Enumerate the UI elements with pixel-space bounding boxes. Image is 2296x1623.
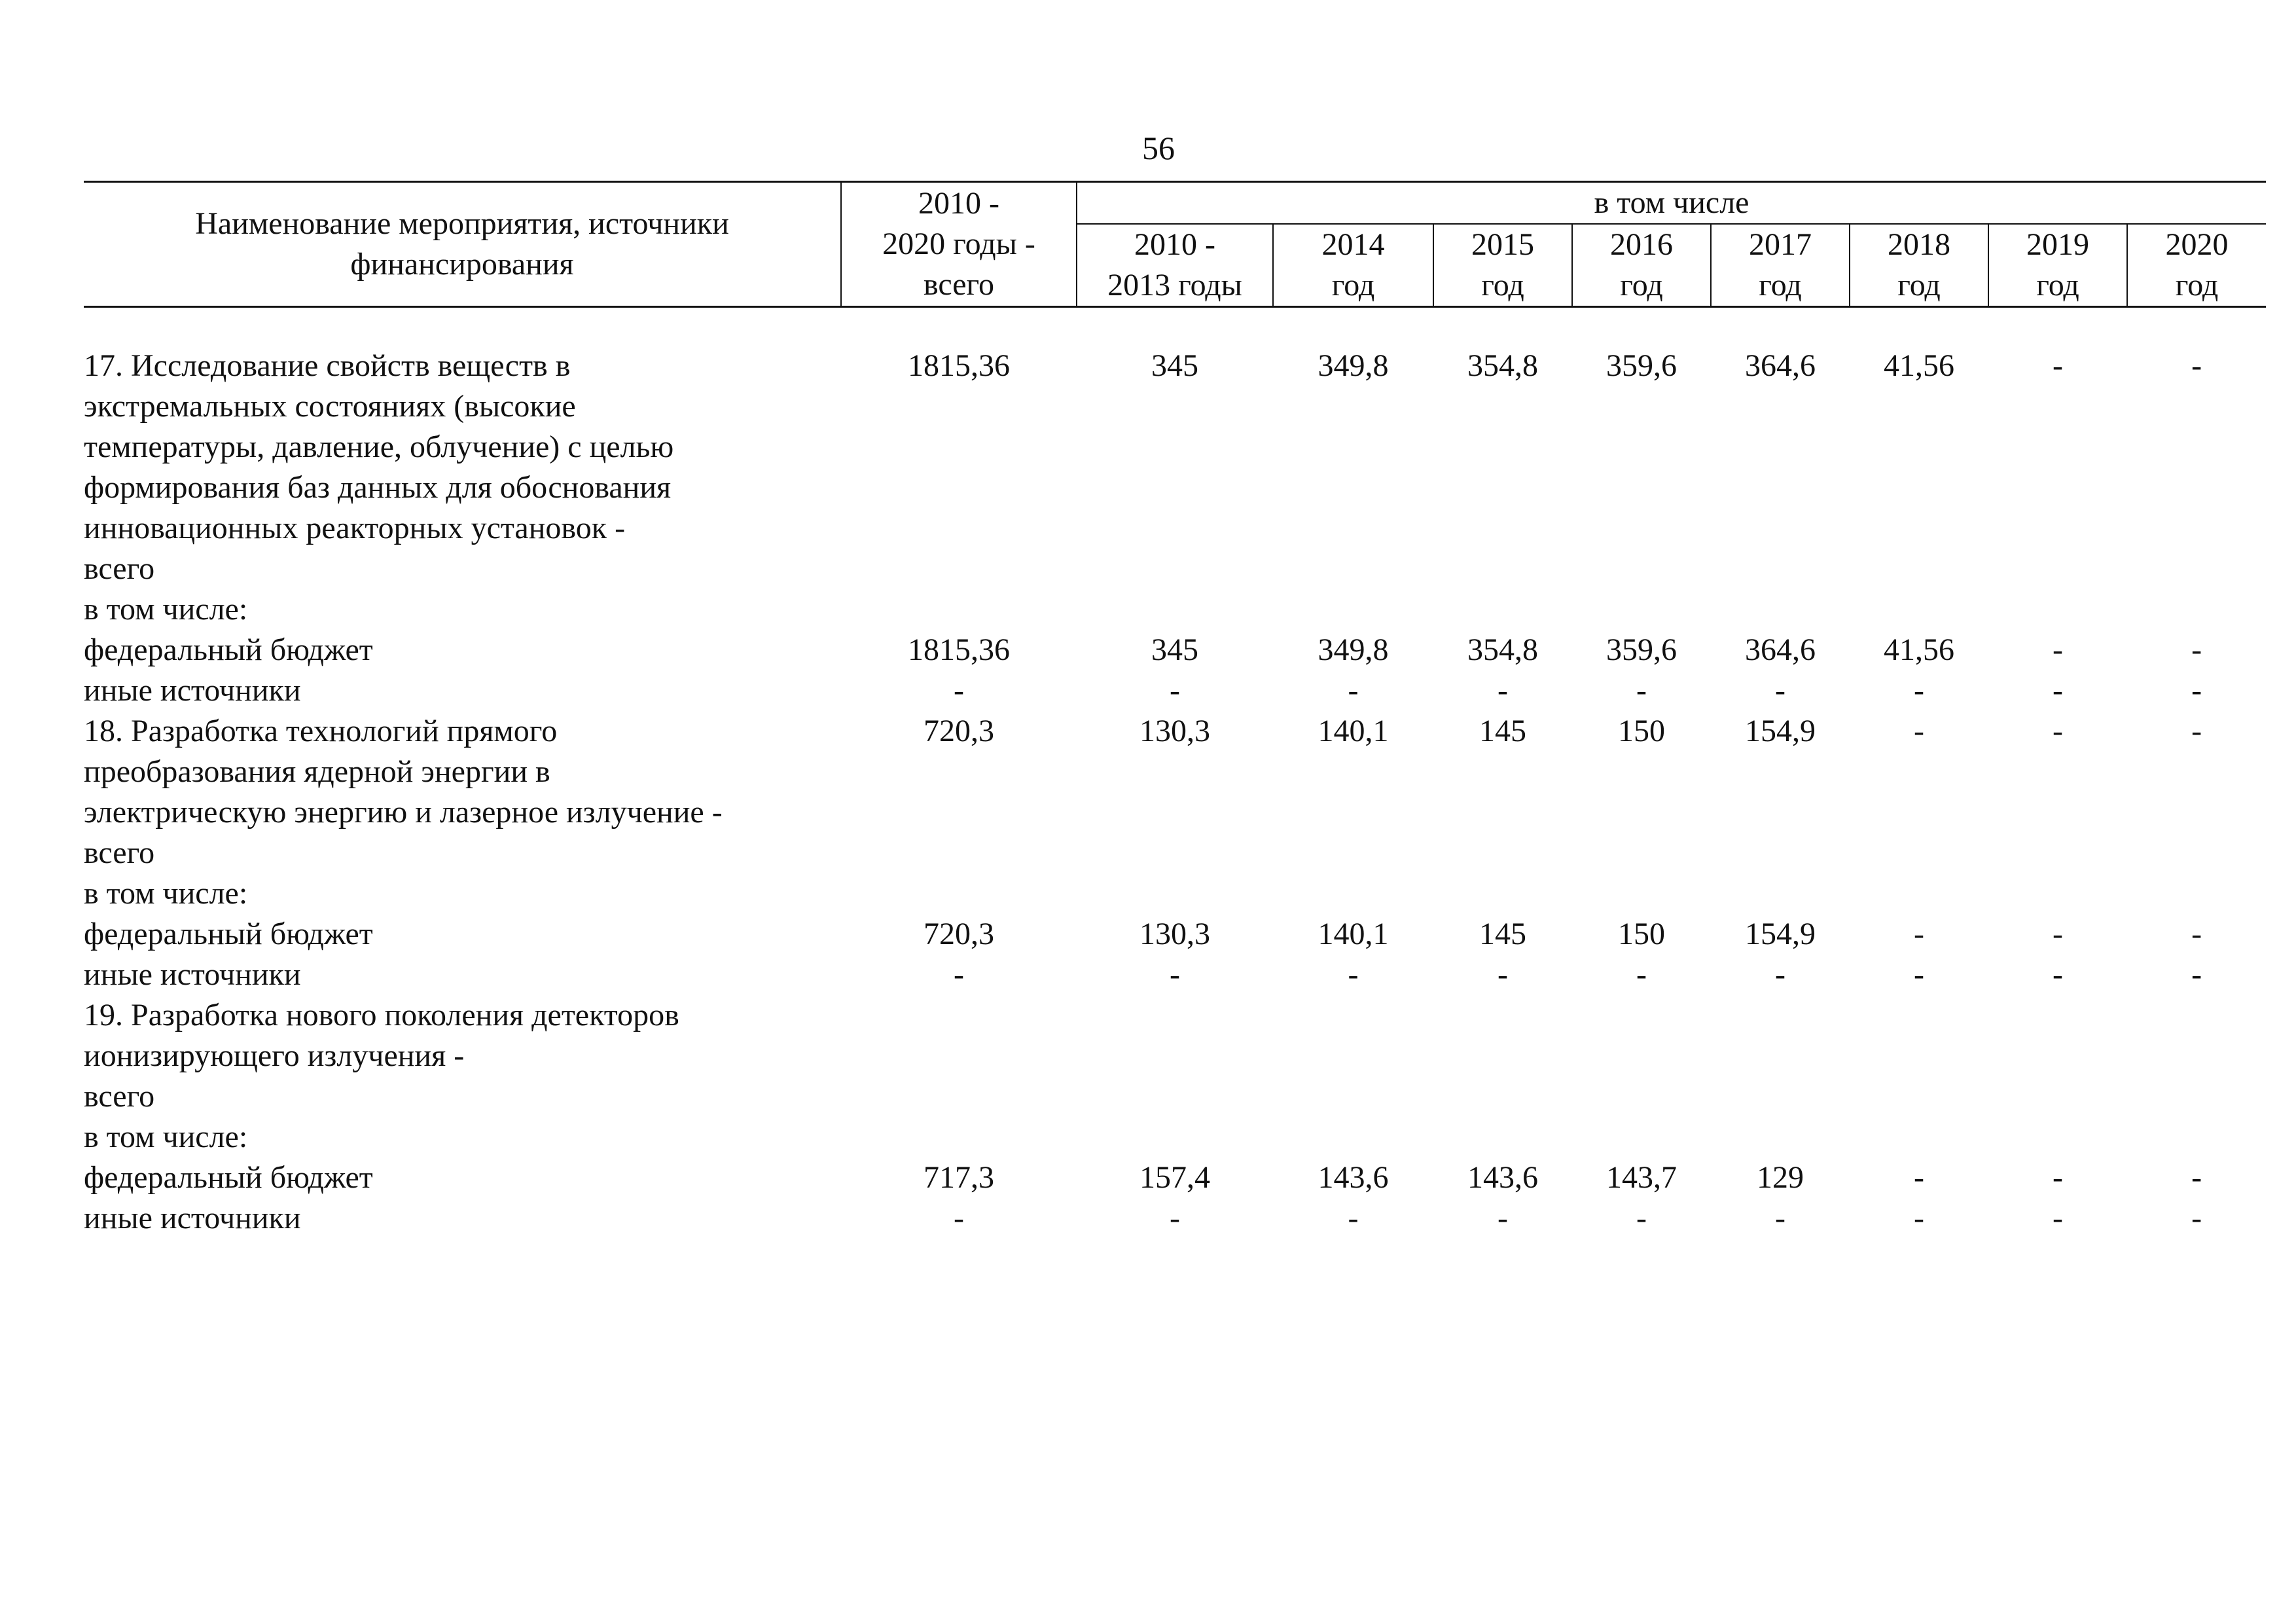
other-sources-label (84, 955, 841, 995)
header-year: 2019 год (1988, 224, 2127, 307)
value-cell: 720,3 (924, 714, 994, 748)
value-cell: - (1775, 673, 1785, 708)
table-row (84, 914, 2266, 955)
value-cell: - (1636, 1201, 1647, 1235)
value-cell: - (2053, 348, 2063, 383)
value-cell: - (2053, 632, 2063, 667)
table-row (84, 589, 2266, 630)
header-total-column: 2010 - 2020 годы - всего (841, 182, 1077, 307)
value-cell: 129 (1757, 1160, 1804, 1195)
item-title-text: 19. Разработка нового поколения детекторов ионизирующего излучения - всего (84, 998, 679, 1114)
value-cell: 354,8 (1467, 348, 1538, 383)
value-cell: - (1914, 714, 1924, 748)
other-sources-label-text: иные источники (84, 957, 301, 992)
value-cell: 145 (1479, 917, 1526, 951)
value-cell: 1815,36 (908, 632, 1010, 667)
value-cell: 157,4 (1139, 1160, 1210, 1195)
other-sources-label-text: иные источники (84, 673, 301, 708)
value-cell: - (2191, 957, 2202, 992)
value-cell: - (2191, 917, 2202, 951)
value-cell: - (2053, 957, 2063, 992)
empty-cell (1077, 589, 1273, 630)
empty-cell (1572, 873, 1711, 914)
empty-cell (1273, 1117, 1433, 1158)
federal-budget-label (84, 630, 841, 670)
value-cell: - (2053, 1160, 2063, 1195)
value-cell: - (1348, 957, 1359, 992)
empty-cell (1273, 589, 1433, 630)
value-cell: - (2053, 714, 2063, 748)
federal-budget-label (84, 1158, 841, 1198)
table-row (84, 1158, 2266, 1198)
value-cell: - (1170, 1201, 1180, 1235)
value-cell (1077, 995, 1273, 1117)
value-cell: 154,9 (1745, 917, 1816, 951)
value-cell: - (1498, 957, 1508, 992)
value-cell: - (1775, 957, 1785, 992)
empty-cell (1433, 873, 1572, 914)
table-row (84, 1198, 2266, 1239)
empty-cell (1433, 589, 1572, 630)
value-cell: - (2053, 1201, 2063, 1235)
item-title (84, 995, 841, 1117)
value-cell (1273, 995, 1433, 1117)
value-cell: 130,3 (1139, 917, 1210, 951)
value-cell: 130,3 (1139, 714, 1210, 748)
value-cell: - (1498, 1201, 1508, 1235)
value-cell (1572, 995, 1711, 1117)
header-year: 2016 год (1572, 224, 1711, 307)
value-cell: 143,7 (1606, 1160, 1677, 1195)
value-cell: 1815,36 (908, 348, 1010, 383)
empty-cell (1711, 1117, 1850, 1158)
value-cell: - (1914, 1201, 1924, 1235)
value-cell: - (1498, 673, 1508, 708)
empty-cell (1433, 1117, 1572, 1158)
empty-cell (1711, 873, 1850, 914)
empty-cell (1988, 1117, 2127, 1158)
value-cell: 41,56 (1884, 348, 1954, 383)
empty-cell (841, 589, 1077, 630)
value-cell (841, 995, 1077, 1117)
item-title (84, 711, 841, 873)
value-cell: - (2191, 348, 2202, 383)
value-cell: 150 (1618, 714, 1665, 748)
header-year: 2020 год (2127, 224, 2266, 307)
value-cell: 364,6 (1745, 348, 1816, 383)
empty-cell (1850, 873, 1988, 914)
value-cell: - (1914, 1160, 1924, 1195)
value-cell: 41,56 (1884, 632, 1954, 667)
value-cell: - (1170, 673, 1180, 708)
item-title (84, 346, 841, 589)
value-cell: - (1914, 957, 1924, 992)
value-cell: - (1170, 957, 1180, 992)
header-year: 2015 год (1433, 224, 1572, 307)
value-cell: 359,6 (1606, 348, 1677, 383)
value-cell: 364,6 (1745, 632, 1816, 667)
value-cell: - (2191, 632, 2202, 667)
table-row (84, 630, 2266, 670)
incl-label: в том числе: (84, 592, 248, 627)
other-sources-label-text: иные источники (84, 1201, 301, 1235)
table-row (84, 955, 2266, 995)
value-cell: - (2053, 673, 2063, 708)
value-cell: - (1775, 1201, 1785, 1235)
value-cell: 150 (1618, 917, 1665, 951)
value-cell: 154,9 (1745, 714, 1816, 748)
empty-cell (1077, 873, 1273, 914)
value-cell (2127, 995, 2266, 1117)
value-cell: - (954, 673, 964, 708)
value-cell: - (1914, 673, 1924, 708)
value-cell: 354,8 (1467, 632, 1538, 667)
empty-cell (1077, 1117, 1273, 1158)
empty-cell (1988, 589, 2127, 630)
value-cell: - (2191, 714, 2202, 748)
table-row (84, 346, 2266, 589)
value-cell: - (2053, 917, 2063, 951)
value-cell: 345 (1151, 632, 1198, 667)
value-cell (1850, 995, 1988, 1117)
value-cell: 349,8 (1318, 632, 1389, 667)
empty-cell (1711, 589, 1850, 630)
header-year: 2018 год (1850, 224, 1988, 307)
federal-budget-label-text: федеральный бюджет (84, 632, 373, 667)
federal-budget-label-text: федеральный бюджет (84, 917, 373, 951)
header-year: 2010 - 2013 годы (1077, 224, 1273, 307)
table-body (84, 307, 2266, 1239)
incl-label: в том числе: (84, 876, 248, 911)
table-row (84, 711, 2266, 873)
item-title-text: 17. Исследование свойств веществ в экстремальных состояниях (высокие температуры, давление, облучение) с целью формирования баз данных для обоснования инновационных реакторных установок - всего (84, 348, 674, 586)
empty-cell (1273, 873, 1433, 914)
value-cell (1988, 995, 2127, 1117)
empty-cell (1850, 1117, 1988, 1158)
value-cell (1711, 995, 1850, 1117)
page-number: 56 (1142, 130, 1175, 166)
empty-cell (841, 873, 1077, 914)
value-cell: - (1348, 673, 1359, 708)
table-row (84, 1117, 2266, 1158)
table-row (84, 995, 2266, 1117)
empty-cell (1988, 873, 2127, 914)
empty-cell (2127, 589, 2266, 630)
financing-table (84, 181, 2266, 1239)
value-cell: 720,3 (924, 917, 994, 951)
federal-budget-label (84, 914, 841, 955)
value-cell: 143,6 (1467, 1160, 1538, 1195)
empty-cell (2127, 1117, 2266, 1158)
value-cell: - (2191, 1201, 2202, 1235)
value-cell: 349,8 (1318, 348, 1389, 383)
incl-label: в том числе: (84, 1120, 248, 1154)
value-cell: - (954, 957, 964, 992)
federal-budget-label-text: федеральный бюджет (84, 1160, 373, 1195)
value-cell: - (2191, 1160, 2202, 1195)
table-row (84, 670, 2266, 711)
value-cell: - (954, 1201, 964, 1235)
value-cell: 359,6 (1606, 632, 1677, 667)
value-cell: 345 (1151, 348, 1198, 383)
header-name-column: Наименование мероприятия, источники финансирования (84, 182, 841, 307)
value-cell: - (1914, 917, 1924, 951)
value-cell: 140,1 (1318, 714, 1389, 748)
empty-cell (2127, 873, 2266, 914)
value-cell (1433, 995, 1572, 1117)
header-group-label: в том числе (1077, 182, 2266, 225)
header-year: 2014 год (1273, 224, 1433, 307)
value-cell: 717,3 (924, 1160, 994, 1195)
table-row (84, 873, 2266, 914)
value-cell: 140,1 (1318, 917, 1389, 951)
value-cell: - (1636, 673, 1647, 708)
header-year: 2017 год (1711, 224, 1850, 307)
value-cell: - (1348, 1201, 1359, 1235)
other-sources-label (84, 1198, 841, 1239)
table-header (84, 182, 2266, 307)
value-cell: - (2191, 673, 2202, 708)
empty-cell (1572, 589, 1711, 630)
value-cell: - (1636, 957, 1647, 992)
value-cell: 143,6 (1318, 1160, 1389, 1195)
empty-cell (1850, 589, 1988, 630)
item-title-text: 18. Разработка технологий прямого преобразования ядерной энергии в электрическую энергию и лазерное излучение - всего (84, 714, 723, 870)
empty-cell (841, 1117, 1077, 1158)
empty-cell (1572, 1117, 1711, 1158)
other-sources-label (84, 670, 841, 711)
value-cell: 145 (1479, 714, 1526, 748)
